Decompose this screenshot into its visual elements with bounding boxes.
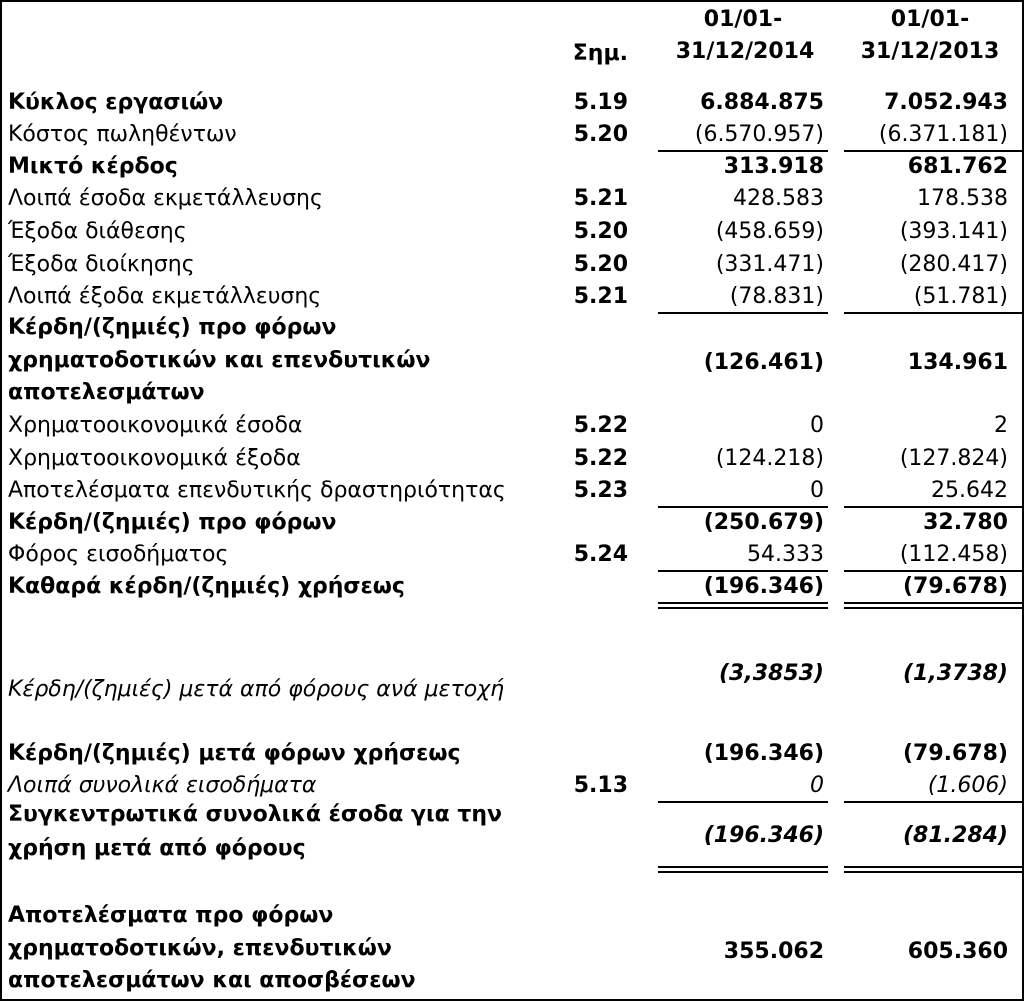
row-note: 5.21 — [573, 186, 628, 211]
row-value-2014: (124.218) — [715, 446, 824, 471]
table-row — [2, 119, 1022, 151]
period-2014-header-line2: 31/12/2014 — [675, 39, 815, 64]
row-label: χρηματοδοτικών, επενδυτικών — [8, 936, 392, 961]
row-value-2013: 178.538 — [917, 186, 1008, 211]
row-value-2014: 355.062 — [723, 939, 824, 964]
table-row — [2, 151, 1022, 183]
row-value-2013: (127.824) — [899, 446, 1008, 471]
row-value-2014: (196.346) — [703, 823, 824, 848]
total-double-rule — [658, 866, 828, 868]
row-note: 5.19 — [573, 90, 628, 115]
row-value-2014: 0 — [810, 478, 824, 503]
row-value-2013: 25.642 — [931, 478, 1008, 503]
row-value-2014: 428.583 — [733, 186, 824, 211]
row-value-2013: 2 — [994, 413, 1008, 438]
period-2013-header-line1: 01/01- — [890, 7, 970, 32]
table-row — [2, 216, 1022, 248]
table-row — [2, 249, 1022, 281]
table-row — [2, 507, 1022, 539]
total-double-rule — [844, 602, 1022, 604]
period-2013-header-line2: 31/12/2013 — [860, 39, 1000, 64]
total-double-rule — [844, 607, 1022, 609]
row-value-2013: 32.780 — [923, 510, 1008, 535]
table-row — [2, 87, 1022, 119]
row-label: Λοιπά έξοδα εκμετάλλευσης — [8, 284, 322, 309]
row-label: Κέρδη/(ζημιές) μετά από φόρους ανά μετοχή — [8, 677, 505, 702]
row-label: Συγκεντρωτικά συνολικά έσοδα για την — [8, 802, 503, 827]
row-note: 5.24 — [573, 542, 628, 567]
row-value-2013: 681.762 — [907, 154, 1008, 179]
period-2014-header-line1: 01/01- — [703, 7, 783, 32]
row-label: Έξοδα διοίκησης — [8, 252, 195, 277]
row-note: 5.22 — [573, 413, 628, 438]
row-value-2014: (126.461) — [703, 350, 824, 375]
row-note: 5.23 — [573, 478, 628, 503]
row-value-2013: (6.371.181) — [878, 122, 1008, 147]
row-label: Χρηματοοικονομικά έξοδα — [8, 446, 301, 471]
row-value-2013: 134.961 — [907, 350, 1008, 375]
row-value-2013: (1.606) — [927, 773, 1008, 798]
row-value-2013: 605.360 — [907, 939, 1008, 964]
row-label: Κύκλος εργασιών — [8, 90, 224, 115]
row-label: Χρηματοοικονομικά έσοδα — [8, 413, 303, 438]
row-value-2014: (458.659) — [715, 219, 824, 244]
subtotal-rule — [658, 801, 828, 803]
total-double-rule — [658, 607, 828, 609]
row-note: 5.13 — [573, 773, 628, 798]
row-value-2014: 0 — [810, 773, 824, 798]
total-double-rule — [658, 871, 828, 873]
row-label: χρηματοδοτικών και επενδυτικών — [8, 348, 431, 373]
row-label: Κόστος πωληθέντων — [8, 122, 237, 147]
row-label: Λοιπά συνολικά εισοδήματα — [8, 773, 317, 798]
total-double-rule — [844, 871, 1022, 873]
row-value-2013: (112.458) — [899, 542, 1008, 567]
table-row — [2, 281, 1022, 313]
row-label: Κέρδη/(ζημιές) προ φόρων — [8, 315, 337, 340]
row-label: Κέρδη/(ζημιές) μετά φόρων χρήσεως — [8, 741, 461, 766]
row-value-2014: (196.346) — [703, 574, 824, 599]
row-value-2013: (393.141) — [899, 219, 1008, 244]
row-value-2014: (250.679) — [703, 510, 824, 535]
row-label: Έξοδα διάθεσης — [8, 219, 187, 244]
row-note: 5.20 — [573, 219, 628, 244]
row-label: χρήση μετά από φόρους — [8, 836, 306, 861]
row-note: 5.22 — [573, 446, 628, 471]
row-label: Φόρος εισοδήματος — [8, 542, 229, 567]
row-value-2013: (280.417) — [899, 252, 1008, 277]
row-value-2013: (79.678) — [902, 574, 1008, 599]
row-value-2013: (81.284) — [902, 823, 1008, 848]
row-value-2014: (78.831) — [729, 284, 824, 309]
row-note: 5.20 — [573, 252, 628, 277]
note-column-header: Σημ. — [572, 41, 628, 66]
row-note: 5.20 — [573, 122, 628, 147]
row-value-2014: (3,3853) — [718, 661, 824, 686]
row-value-2014: (6.570.957) — [694, 122, 824, 147]
row-value-2013: (79.678) — [902, 741, 1008, 766]
row-value-2014: (331.471) — [715, 252, 824, 277]
total-double-rule — [658, 602, 828, 604]
row-label: αποτελεσμάτων και αποσβέσεων — [8, 968, 416, 993]
subtotal-rule — [658, 312, 828, 314]
row-label: Λοιπά έσοδα εκμετάλλευσης — [8, 186, 323, 211]
row-value-2014: 0 — [810, 413, 824, 438]
table-row — [2, 443, 1022, 475]
row-value-2014: (196.346) — [703, 741, 824, 766]
table-row — [2, 410, 1022, 442]
row-value-2013: (1,3738) — [902, 661, 1008, 686]
row-label: Καθαρά κέρδη/(ζημιές) χρήσεως — [8, 574, 405, 599]
subtotal-rule — [844, 801, 1022, 803]
table-row — [2, 539, 1022, 571]
row-label: Αποτελέσματα προ φόρων — [8, 903, 334, 928]
subtotal-rule — [844, 312, 1022, 314]
row-value-2014: 54.333 — [747, 542, 824, 567]
row-label: Κέρδη/(ζημιές) προ φόρων — [8, 510, 337, 535]
row-label: Μικτό κέρδος — [8, 154, 178, 179]
row-value-2014: 6.884.875 — [700, 90, 824, 115]
row-value-2013: 7.052.943 — [884, 90, 1008, 115]
row-label: Αποτελέσματα επενδυτικής δραστηριότητας — [8, 478, 506, 503]
total-double-rule — [844, 866, 1022, 868]
row-value-2014: 313.918 — [723, 154, 824, 179]
table-row — [2, 770, 1022, 802]
table-row — [2, 475, 1022, 507]
table-row — [2, 571, 1022, 603]
table-row — [2, 738, 1022, 770]
row-label: αποτελεσμάτων — [8, 380, 205, 405]
row-note: 5.21 — [573, 284, 628, 309]
row-value-2013: (51.781) — [913, 284, 1008, 309]
table-row — [2, 183, 1022, 215]
